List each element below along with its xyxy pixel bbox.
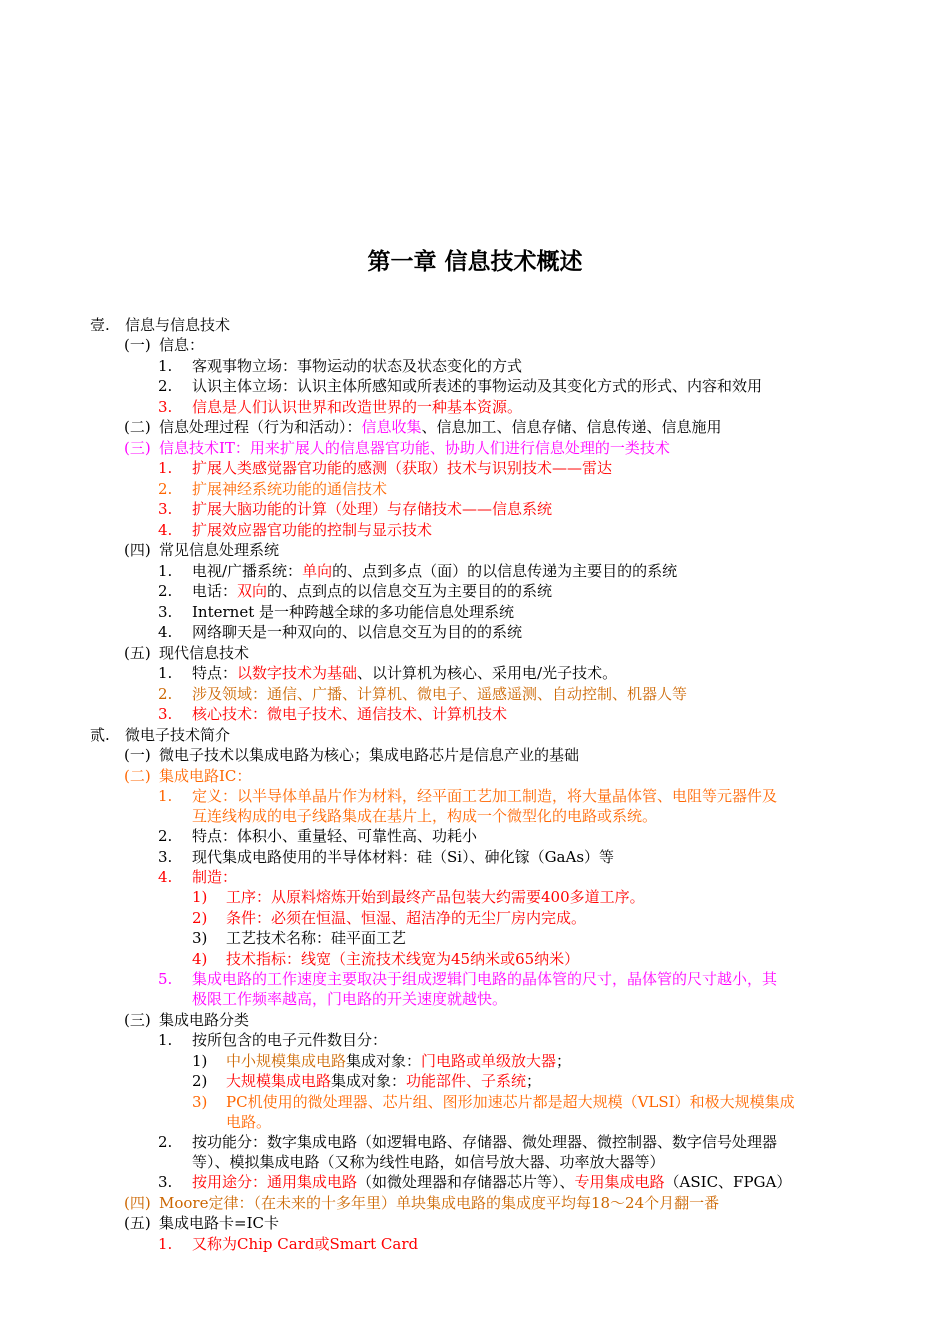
- list-item: (四) Moore定律：（在未来的十多年里）单块集成电路的集成度平均每18～24个月翻一番: [124, 1194, 720, 1212]
- list-item: 3. Internet 是一种跨越全球的多功能信息处理系统: [158, 603, 514, 621]
- list-item: 1. 扩展人类感觉器官功能的感测（获取）技术与识别技术——雷达: [158, 459, 613, 477]
- list-item: 3. 现代集成电路使用的半导体材料：硅（Si）、砷化镓（GaAs）等: [158, 848, 615, 866]
- list-item-continuation: 极限工作频率越高，门电路的开关速度就越快。: [192, 990, 508, 1008]
- list-item: 2. 涉及领域：通信、广播、计算机、微电子、遥感遥测、自动控制、机器人等: [158, 685, 688, 703]
- list-item: 2. 电话：双向的、点到点的以信息交互为主要目的的系统: [158, 582, 553, 600]
- list-item-continuation: 电路。: [226, 1113, 272, 1131]
- list-item: 2) 条件：必须在恒温、恒湿、超洁净的无尘厂房内完成。: [192, 909, 587, 927]
- list-item: 4. 制造：: [158, 868, 238, 886]
- list-item: 壹. 信息与信息技术: [90, 316, 231, 334]
- list-item: 1. 定义：以半导体单晶片作为材料，经平面工艺加工制造，将大量晶体管、电阻等元器件及: [158, 787, 778, 805]
- list-item-continuation: 互连线构成的电子线路集成在基片上，构成一个微型化的电路或系统。: [192, 807, 658, 825]
- list-item: 1) 工序：从原料熔炼开始到最终产品包装大约需要400多道工序。: [192, 888, 645, 906]
- list-item: (二) 集成电路IC：: [124, 767, 252, 785]
- list-item: 2. 特点：体积小、重量轻、可靠性高、功耗小: [158, 827, 478, 845]
- list-item: 2. 按功能分：数字集成电路（如逻辑电路、存储器、微处理器、微控制器、数字信号处理器: [158, 1133, 778, 1151]
- list-item: (三) 信息技术IT：用来扩展人的信息器官功能、协助人们进行信息处理的一类技术: [124, 439, 670, 457]
- list-item: 2. 认识主体立场：认识主体所感知或所表述的事物运动及其变化方式的形式、内容和效用: [158, 377, 763, 395]
- list-item: 1. 特点：以数字技术为基础、以计算机为核心、采用电/光子技术。: [158, 664, 618, 682]
- list-item-continuation: 等）、模拟集成电路（又称为线性电路，如信号放大器、功率放大器等）: [192, 1153, 665, 1171]
- list-item: 3. 核心技术：微电子技术、通信技术、计算机技术: [158, 705, 508, 723]
- list-item: 1. 按所包含的电子元件数目分：: [158, 1031, 388, 1049]
- list-item: 贰. 微电子技术简介: [90, 726, 231, 744]
- list-item: (五) 现代信息技术: [124, 644, 250, 662]
- list-item: 4) 技术指标：线宽（主流技术线宽为45纳米或65纳米）: [192, 950, 580, 968]
- list-item: (一) 微电子技术以集成电路为核心；集成电路芯片是信息产业的基础: [124, 746, 580, 764]
- list-item: 3. 扩展大脑功能的计算（处理）与存储技术——信息系统: [158, 500, 553, 518]
- list-item: (五) 集成电路卡=IC卡: [124, 1214, 279, 1232]
- list-item: 4. 网络聊天是一种双向的、以信息交互为目的的系统: [158, 623, 523, 641]
- list-item: (二) 信息处理过程（行为和活动）：信息收集、信息加工、信息存储、信息传递、信息施用: [124, 418, 722, 436]
- list-item: (四) 常见信息处理系统: [124, 541, 280, 559]
- list-item: (一) 信息：: [124, 336, 205, 354]
- list-item: 1. 又称为Chip Card或Smart Card: [158, 1235, 419, 1253]
- list-item: 2. 扩展神经系统功能的通信技术: [158, 480, 388, 498]
- list-item: (三) 集成电路分类: [124, 1011, 250, 1029]
- list-item: 1. 客观事物立场：事物运动的状态及状态变化的方式: [158, 357, 523, 375]
- list-item: 2) 大规模集成电路集成对象：功能部件、子系统；: [192, 1072, 542, 1090]
- list-item: 5. 集成电路的工作速度主要取决于组成逻辑门电路的晶体管的尺寸，晶体管的尺寸越小，其: [158, 970, 778, 988]
- list-item: 3. 信息是人们认识世界和改造世界的一种基本资源。: [158, 398, 523, 416]
- list-item: 3) PC机使用的微处理器、芯片组、图形加速芯片都是超大规模（VLSI）和极大规模集成: [192, 1093, 795, 1111]
- list-item: 3. 按用途分：通用集成电路（如微处理器和存储器芯片等）、专用集成电路（ASIC、FPGA）: [158, 1173, 792, 1191]
- page-title: 第一章 信息技术概述: [367, 248, 583, 275]
- list-item: 3) 工艺技术名称：硅平面工艺: [192, 929, 407, 947]
- list-item: 1) 中小规模集成电路集成对象：门电路或单级放大器；: [192, 1052, 572, 1070]
- list-item: 1. 电视/广播系统：单向的、点到多点（面）的以信息传递为主要目的的系统: [158, 562, 678, 580]
- list-item: 4. 扩展效应器官功能的控制与显示技术: [158, 521, 433, 539]
